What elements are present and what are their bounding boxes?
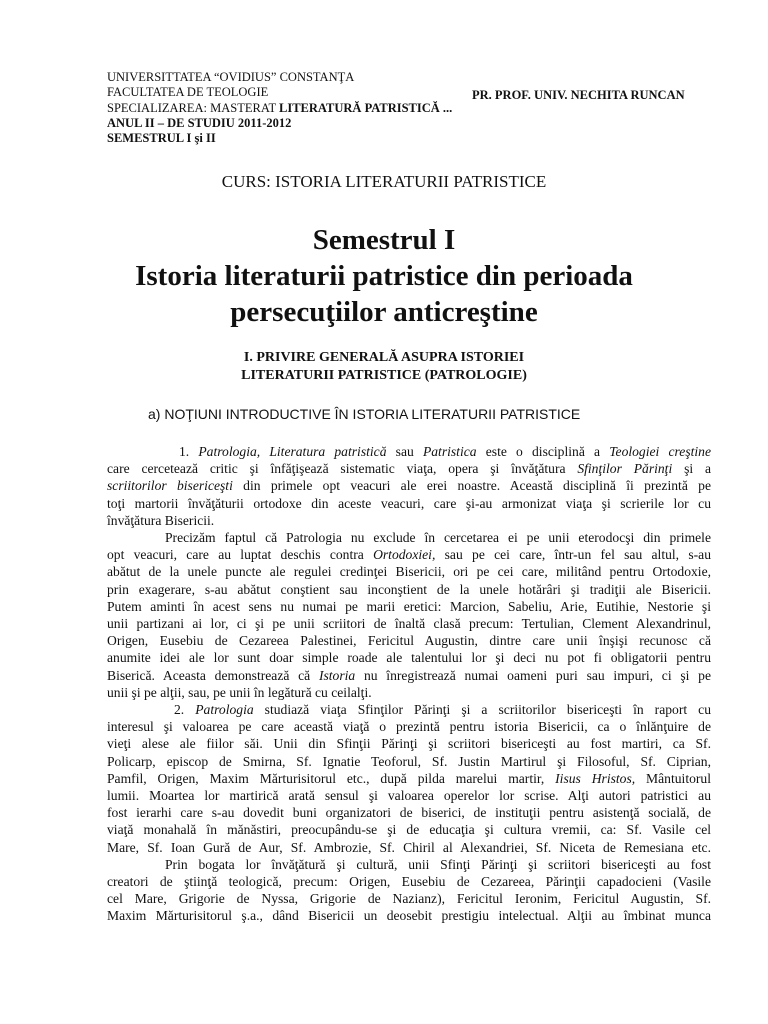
paragraph-1-line: învăţătura Bisericii.: [107, 512, 215, 528]
paragraph-3-line: viaţă monahală în mănăstiri, preocupându-se şi de educaţia şi cultura vremii, ca: Sf. Vasile cel: [107, 822, 711, 838]
paragraph-2-line: prin exagerare, s-au abătut conştient sau inconştient de la unele hotărâri şi tradiţii ale Bisericii.: [107, 581, 711, 597]
paragraph-2-line: Biserică. Aceasta demonstrează că Istoria nu înregistrează numai oameni puri sau impuri, ci şi pe: [107, 667, 711, 683]
paragraph-3-line: Policarp, episcop de Smirna, Sf. Ignatie Teoforul, Sf. Justin Martirul şi Filosoful, Sf. Ciprian,: [107, 753, 711, 769]
paragraph-3-line: lumii. Moartea lor martirică arată sensul şi valoarea operelor lor scrise. Alţi autori patristici au: [107, 788, 711, 804]
faculty-name: FACULTATEA DE TEOLOGIE: [107, 85, 269, 100]
paragraph-3-line: Mare, Sf. Ioan Gură de Aur, Sf. Ambrozie, Sf. Chiril al Alexandriei, Sf. Niceta de Remesiana etc.: [107, 839, 711, 855]
paragraph-4-line: Prin bogata lor învăţătură şi cultură, unii Sfinţi Părinţi şi scriitori bisericeşti au fost: [165, 856, 711, 872]
paragraph-1-line: scriitorilor bisericeşti din primele opt veacuri ale erei noastre. Această disciplină îi prezintă pe: [107, 478, 711, 494]
study-year: ANUL II – DE STUDIU 2011-2012: [107, 115, 292, 130]
paragraph-2-line: anumite idei ale lor sunt doar simple roade ale talentului lor şi deci nu pot fi obligatorii pentru: [107, 650, 711, 666]
semester-label: SEMESTRUL I şi II: [107, 131, 216, 146]
university-name: UNIVERSITTATEA “OVIDIUS” CONSTANŢA: [107, 70, 355, 84]
paragraph-1-line: 1. Patrologia, Literatura patristică sau Patristica este o disciplină a Teologiei creştine: [179, 444, 712, 459]
paragraph-1-line: toţi martorii învăţăturii ortodoxe din aceste veacuri, care şi-au armonizat viaţa şi scrierile lor cu: [107, 495, 711, 511]
paragraph-3-line: Pamfil, Origen, Maxim Mărturisitorul etc., după pilda marelui martir, Iisus Hristos, Mântuitorul: [107, 770, 712, 786]
section-heading: I. PRIVIRE GENERALĂ ASUPRA ISTORIEI LITERATURII PATRISTICE (PATROLOGIE): [241, 350, 527, 383]
paragraph-2-line: Putem aminti în acest sens nu numai pe marii eretici: Marcion, Sabeliu, Arie, Eutihie, Nestorie şi: [107, 598, 711, 614]
course-title: CURS: ISTORIA LITERATURII PATRISTICE: [221, 172, 547, 191]
paragraph-4-line: Maxim Mărturisitorul ş.a., dând Bisericii un deosebit prestigiu intelectual. Alţii au îmbinat munca: [107, 908, 711, 924]
subsection-heading: a) NOŢIUNI INTRODUCTIVE ÎN ISTORIA LITERATURII PATRISTICE: [148, 406, 581, 422]
paragraph-2-line: unii partizani ai lor, ci şi pe unii scriitori de înaltă clasă precum: Tertulian, Clement Alexandrinul,: [107, 616, 711, 632]
paragraph-2-line: unii şi pe alţii, sau, pe unii în legătură cu ceilalţi.: [107, 684, 372, 700]
body-text: [107, 443, 711, 925]
paragraph-2-line: Origen, Eusebiu de Cezareea Palestinei, Fericitul Augustin, dintre care unii înşişi recunosc că: [107, 633, 711, 649]
institution-header: [107, 70, 707, 146]
paragraph-3-line: vieţi alese ale fiilor săi. Unii din Sfinţii Părinţi şi scriitori bisericeşti au fost martiri, ca Sf.: [107, 736, 711, 752]
paragraph-2-line: abătut de la unele puncte ale regulei credinţei Bisericii, ori pe cei care, militând pentru Ortodoxie,: [107, 564, 711, 580]
specialization: SPECIALIZAREA: MASTERAT LITERATURĂ PATRISTICĂ ...: [107, 100, 453, 115]
paragraph-3-line: interesul şi valoarea pe care această viaţă o prezintă pentru istoria Bisericii, ca o înlănţuire de: [107, 719, 711, 735]
paragraph-4-line: cel Mare, Grigorie de Nyssa, Grigorie de Nazianz), Fericitul Ieronim, Fericitul Augustin, Sf.: [107, 891, 711, 907]
paragraph-1-line: care cercetează critic şi înfăţişează sistematic viaţa, opera şi învăţătura Sfinţilor Părinţi şi a: [107, 461, 711, 477]
paragraph-2-line: Precizăm faptul că Patrologia nu exclude în cercetarea ei pe unii eterodocşi din primele: [165, 530, 711, 546]
paragraph-3-line: 2. Patrologia studiază viaţa Sfinţilor Părinţi şi a scriitorilor bisericeşti în raport cu: [174, 702, 712, 718]
paragraph-2-line: opt veacuri, care au luptat deschis contra Ortodoxiei, sau pe cei care, într-un fel sau altul, s-au: [107, 547, 711, 563]
paragraph-4-line: creatori de ştiinţă teologică, precum: Origen, Eusebiu de Cezareea, Părinţii capadocieni (Vasile: [107, 874, 711, 890]
semester-title: Semestrul I Istoria literaturii patristice din perioada persecuţiilor anticreştine: [135, 224, 633, 328]
paragraph-3-line: fost ierarhi care s-au dovedit buni organizatori de biserici, de instituţii pentru asistenţă socială, de: [107, 805, 711, 821]
professor-name: PR. PROF. UNIV. NECHITA RUNCAN: [472, 88, 685, 102]
